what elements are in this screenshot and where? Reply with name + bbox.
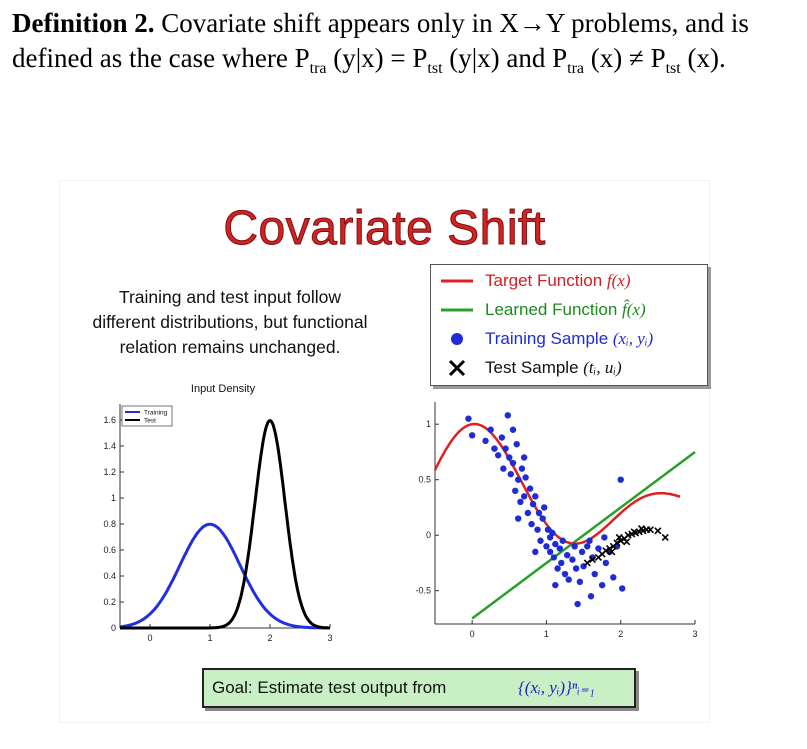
training-sample-point (515, 515, 521, 521)
scatter-x-tick-label: 1 (543, 629, 549, 639)
training-sample-point (514, 441, 520, 447)
definition-text-3: (y|x) and P (442, 43, 568, 73)
density-y-tick-label: 0.6 (103, 545, 116, 555)
training-sample-point (522, 474, 528, 480)
legend-target-function (439, 267, 707, 295)
legend-math-learned: f̂(x) (622, 300, 646, 319)
red-line-icon (439, 267, 475, 295)
training-sample-point (588, 593, 594, 599)
legend-label-training: Training Sample (485, 329, 613, 348)
covariate-shift-figure (60, 181, 709, 722)
training-sample-point (527, 485, 533, 491)
description-line-2: different distributions, but functional (92, 312, 368, 332)
density-y-tick-label: 1.2 (103, 467, 116, 477)
test-sample-point (662, 534, 668, 540)
density-series-training (120, 524, 330, 628)
training-sample-point (502, 445, 508, 451)
training-sample-point (560, 538, 566, 544)
figure-description (60, 285, 400, 360)
training-sample-point (530, 501, 536, 507)
training-sample-point (469, 432, 475, 438)
training-sample-point (601, 534, 607, 540)
scatter-x-tick-label: 2 (618, 629, 624, 639)
training-sample-point (543, 543, 549, 549)
training-sample-point (506, 454, 512, 460)
scatter-y-tick-label: 0 (425, 530, 431, 541)
figure-legend (430, 264, 708, 386)
training-sample-point (564, 552, 570, 558)
goal-math: {(xᵢ, yᵢ)}ⁿᵢ₌₁ (518, 678, 595, 697)
training-sample-point (547, 549, 553, 555)
training-sample-point (603, 560, 609, 566)
training-sample-point (547, 534, 553, 540)
function-scatter-chart (395, 396, 705, 654)
goal-box (202, 668, 636, 708)
training-sample-point (592, 571, 598, 577)
training-sample-point (610, 574, 616, 580)
subscript-tst: tst (427, 60, 443, 77)
training-sample-point (573, 565, 579, 571)
training-sample-point (488, 427, 494, 433)
training-sample-point (537, 538, 543, 544)
training-sample-point (551, 554, 557, 560)
legend-math-training: (xᵢ, yᵢ) (612, 329, 654, 348)
training-sample-point (574, 601, 580, 607)
training-sample-point (534, 526, 540, 532)
training-sample-point (566, 576, 572, 582)
legend-label-target: Target Function (485, 271, 607, 290)
training-sample-point (517, 499, 523, 505)
blue-dot-icon (439, 325, 475, 353)
green-line-icon (439, 296, 475, 324)
training-sample-point (491, 445, 497, 451)
description-line-3: relation remains unchanged. (119, 337, 341, 357)
definition-text-5: (x). (680, 43, 726, 73)
training-sample-point (562, 571, 568, 577)
training-sample-point (495, 452, 501, 458)
definition-text-4: (x) ≠ P (584, 43, 666, 73)
legend-test-sample (439, 354, 707, 382)
scatter-y-tick-label: 1 (425, 419, 431, 430)
training-sample-point (525, 510, 531, 516)
density-chart-title: Input Density (190, 383, 256, 395)
density-legend-label: Test (144, 417, 156, 425)
training-sample-point (577, 579, 583, 585)
test-sample-point (655, 528, 661, 534)
training-sample-point (515, 477, 521, 483)
training-sample-point (599, 582, 605, 588)
legend-label-test: Test Sample (485, 358, 584, 377)
density-y-tick-label: 1.4 (103, 441, 116, 451)
training-sample-point (557, 545, 563, 551)
definition-paragraph (12, 6, 792, 76)
density-x-tick-label: 1 (207, 633, 213, 643)
training-sample-point (554, 565, 560, 571)
black-cross-icon (439, 354, 475, 382)
training-sample-point (508, 471, 514, 477)
scatter-x-tick-label: 3 (692, 629, 698, 639)
density-x-tick-label: 3 (327, 633, 333, 643)
training-sample-point (619, 585, 625, 591)
legend-label-learned: Learned Function (485, 300, 623, 319)
test-sample-point (647, 527, 653, 533)
scatter-x-tick-label: 0 (469, 629, 475, 639)
training-sample-point (521, 493, 527, 499)
training-sample-point (510, 427, 516, 433)
training-sample-point (571, 543, 577, 549)
training-sample-point (558, 560, 564, 566)
goal-text: Goal: Estimate test output from (212, 678, 447, 697)
test-sample-point (584, 560, 590, 566)
density-y-tick-label: 0.8 (103, 519, 116, 529)
training-sample-point (586, 538, 592, 544)
training-sample-point (584, 543, 590, 549)
subscript-tra-2: tra (567, 60, 585, 77)
description-line-1: Training and test input follow (118, 287, 342, 307)
density-y-tick-label: 1.6 (103, 415, 116, 425)
learned-function-line (472, 452, 695, 619)
density-series-test (120, 421, 330, 628)
density-x-tick-label: 0 (147, 633, 153, 643)
training-sample-point (540, 515, 546, 521)
training-sample-point (499, 434, 505, 440)
definition-text-2: (y|x) = P (326, 43, 428, 73)
density-legend-label: Training (144, 409, 168, 417)
training-sample-point (579, 549, 585, 555)
figure-title: Covariate Shift (223, 202, 546, 255)
legend-learned-function (439, 296, 707, 324)
training-sample-point (541, 504, 547, 510)
training-sample-point (528, 521, 534, 527)
definition-label: Definition 2. (12, 8, 155, 38)
training-sample-point (618, 477, 624, 483)
legend-training-sample (439, 325, 707, 353)
legend-math-test: (tᵢ, uᵢ) (583, 358, 622, 377)
density-x-tick-label: 2 (267, 633, 273, 643)
subscript-tra: tra (309, 60, 327, 77)
legend-math-target: f(x) (606, 271, 631, 290)
training-sample-point (552, 582, 558, 588)
training-sample-point (536, 510, 542, 516)
training-sample-point (521, 454, 527, 460)
training-sample-point (532, 549, 538, 555)
input-density-chart (60, 376, 350, 651)
density-y-tick-label: 1 (110, 493, 116, 503)
density-y-tick-label: 0.2 (103, 597, 116, 607)
training-sample-point (465, 415, 471, 421)
training-sample-point (505, 412, 511, 418)
training-sample-point (569, 556, 575, 562)
density-y-tick-label: 0 (110, 623, 116, 633)
training-sample-point (595, 545, 601, 551)
training-sample-point (500, 465, 506, 471)
training-sample-point (482, 438, 488, 444)
training-sample-point (532, 493, 538, 499)
training-sample-point (510, 460, 516, 466)
training-sample-point (512, 488, 518, 494)
scatter-y-tick-label: 0.5 (418, 474, 431, 485)
subscript-tst-2: tst (665, 60, 681, 77)
definition-text-1: Covariate shift appears only in X→Y problems, and is defined as the case where P (12, 8, 749, 73)
scatter-y-tick-label: -0.5 (415, 585, 431, 596)
training-sample-point (519, 465, 525, 471)
density-y-tick-label: 0.4 (103, 571, 116, 581)
